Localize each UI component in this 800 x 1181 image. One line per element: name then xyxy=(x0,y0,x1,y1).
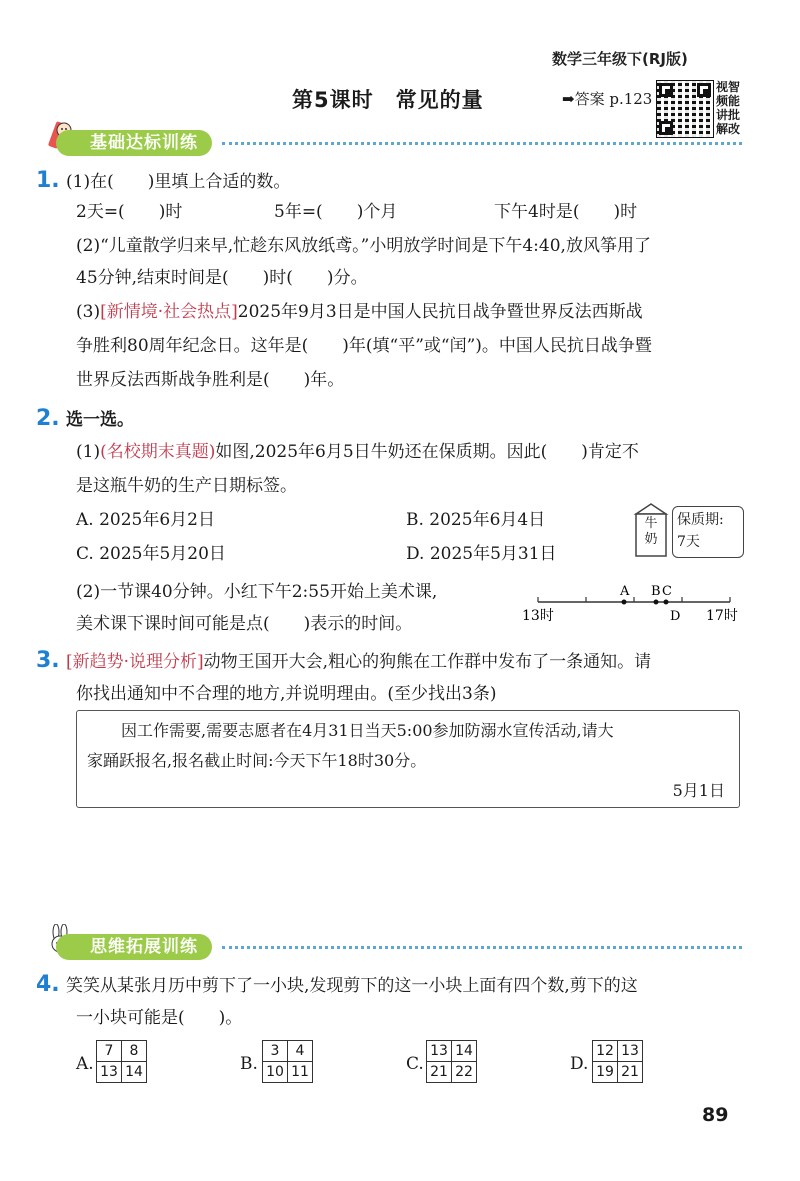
tag-exam: (名校期末真题) xyxy=(100,442,216,462)
shelf-life-label xyxy=(672,506,744,558)
q1-part1-a: 2天=( )时 xyxy=(76,202,183,222)
qr-label: 视智频能讲批解改 xyxy=(716,80,741,136)
milk-label: 牛奶 xyxy=(644,516,658,547)
section-divider xyxy=(222,142,742,145)
q4-option-c-label[interactable]: C. xyxy=(406,1054,424,1074)
timeline-point-d: D xyxy=(670,609,681,624)
notice-line1: 因工作需要,需要志愿者在4月31日当天5:00参加防溺水宣传活动,请大 xyxy=(121,721,614,740)
notice-date: 5月1日 xyxy=(672,781,725,800)
question-number: 1. xyxy=(36,168,60,193)
q4-line2: 一小块可能是( )。 xyxy=(76,1008,243,1028)
answer-reference: ➡答案 p.123 xyxy=(562,90,653,108)
section-banner-basic: 基础达标训练 xyxy=(56,130,212,156)
q2-option-a[interactable]: A. 2025年6月2日 xyxy=(76,510,215,530)
q4-option-d-label[interactable]: D. xyxy=(570,1054,589,1074)
q1-part1-title: (1)在( )里填上合适的数。 xyxy=(66,172,291,192)
q1-part2-line2: 45分钟,结束时间是( )时( )分。 xyxy=(76,268,368,288)
q4-option-b-label[interactable]: B. xyxy=(240,1054,258,1074)
q1-part3-line2: 争胜利80周年纪念日。这年是( )年(填“平”或“闰”)。中国人民抗日战争暨 xyxy=(76,336,652,356)
q1-part1-b: 5年=( )个月 xyxy=(274,202,398,222)
q2-part1-line2: 是这瓶牛奶的生产日期标签。 xyxy=(76,476,297,496)
page-number: 89 xyxy=(702,1104,729,1126)
q1-part2-line1: (2)“儿童散学归来早,忙趁东风放纸鸢。”小明放学时间是下午4:40,放风筝用了 xyxy=(76,236,651,256)
q2-option-b[interactable]: B. 2025年6月4日 xyxy=(406,510,546,530)
q2-part2-line2: 美术课下课时间可能是点( )表示的时间。 xyxy=(76,614,413,634)
q2-part2-line1: (2)一节课40分钟。小红下午2:55开始上美术课, xyxy=(76,582,438,602)
q2-part1-line1: (1)(名校期末真题)如图,2025年6月5日牛奶还在保质期。因此( )肯定不 xyxy=(76,442,639,462)
timeline-point-c: C xyxy=(662,584,672,599)
question-number: 2. xyxy=(36,406,60,431)
q4-option-a-label[interactable]: A. xyxy=(76,1054,94,1074)
qr-code-icon[interactable] xyxy=(656,80,714,138)
lesson-title: 第5课时 常见的量 xyxy=(292,88,484,112)
timeline-point-a: A xyxy=(620,584,630,599)
timeline-end-label: 17时 xyxy=(706,608,738,624)
q1-part1-c: 下午4时是( )时 xyxy=(494,202,638,222)
q4-option-a-grid[interactable]: 7 8 13 14 xyxy=(96,1040,147,1083)
q3-line1: [新趋势·说理分析]动物王国开大会,粗心的狗熊在工作群中发布了一条通知。请 xyxy=(66,652,652,672)
q2-option-c[interactable]: C. 2025年5月20日 xyxy=(76,544,226,564)
q4-line1: 笑笑从某张月历中剪下了一小块,发现剪下的这一小块上面有四个数,剪下的这 xyxy=(66,976,638,996)
notice-box xyxy=(76,710,740,808)
q2-option-d[interactable]: D. 2025年5月31日 xyxy=(406,544,557,564)
q4-option-c-grid[interactable]: 13 14 21 22 xyxy=(426,1040,477,1083)
timeline-diagram xyxy=(520,580,760,630)
q3-line2: 你找出通知中不合理的地方,并说明理由。(至少找出3条) xyxy=(76,684,497,704)
question-number: 3. xyxy=(36,648,60,673)
notice-line2: 家踊跃报名,报名截止时间:今天下午18时30分。 xyxy=(87,751,427,770)
timeline-start-label: 13时 xyxy=(522,608,554,624)
q4-option-b-grid[interactable]: 3 4 10 11 xyxy=(262,1040,313,1083)
shelf-life-title: 保质期: xyxy=(677,512,724,528)
section-banner-extend: 思维拓展训练 xyxy=(56,934,212,960)
shelf-life-value: 7天 xyxy=(677,534,700,550)
tag-new-trend: [新趋势·说理分析] xyxy=(66,652,204,672)
q2-title: 选一选。 xyxy=(66,410,134,430)
q1-part3-line1: (3)[新情境·社会热点]2025年9月3日是中国人民抗日战争暨世界反法西斯战 xyxy=(76,302,643,322)
section-divider xyxy=(222,946,742,949)
timeline-point-b: B xyxy=(651,584,661,599)
book-title: 数学三年级下(RJ版) xyxy=(552,50,688,68)
q4-option-d-grid[interactable]: 12 13 19 21 xyxy=(592,1040,643,1083)
question-number: 4. xyxy=(36,972,60,997)
q1-part3-line3: 世界反法西斯战争胜利是( )年。 xyxy=(76,370,345,390)
tag-new-situation: [新情境·社会热点] xyxy=(100,302,238,322)
